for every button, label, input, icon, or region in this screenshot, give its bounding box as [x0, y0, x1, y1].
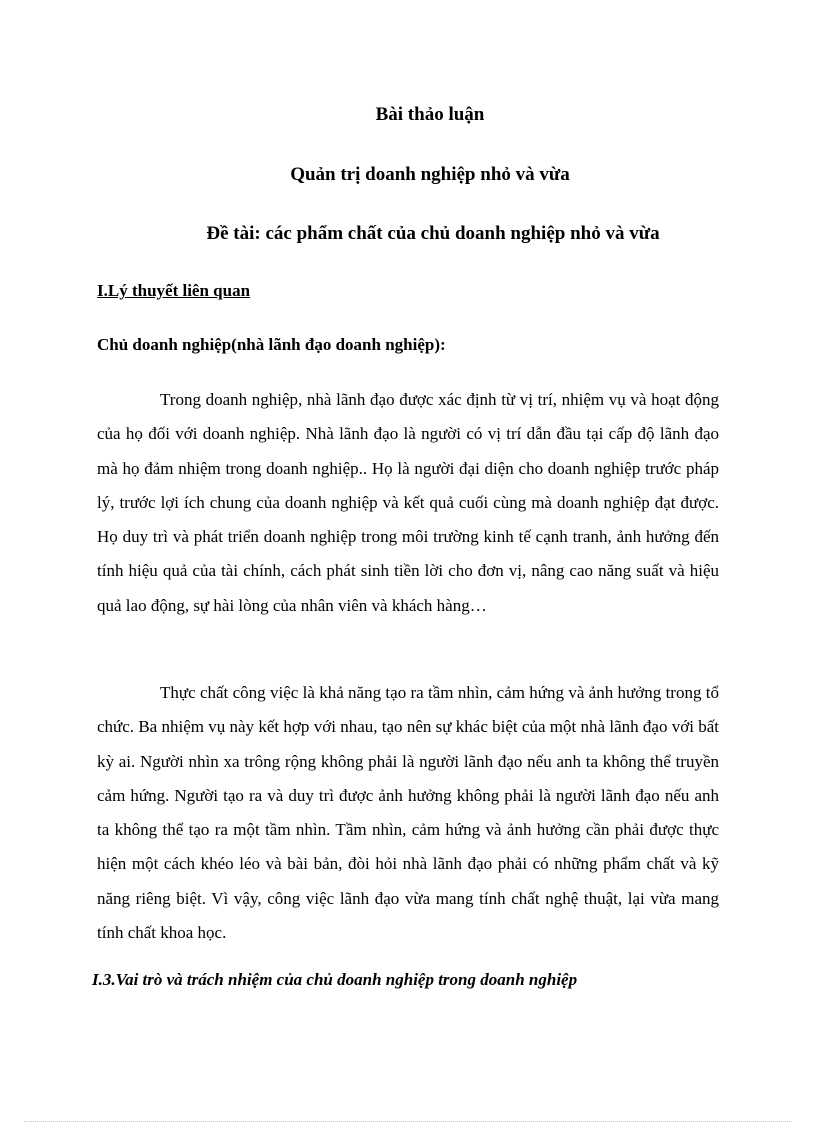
page-bottom-divider — [24, 1121, 792, 1122]
subsection-heading: Chủ doanh nghiệp(nhà lãnh đạo doanh nghiệp): — [97, 335, 446, 354]
course-title: Quản trị doanh nghiệp nhỏ và vừa — [290, 164, 570, 185]
italic-subsection-heading: I.3.Vai trò và trách nhiệm của chủ doanh nghiệp trong doanh nghiệp — [92, 970, 578, 989]
topic-title: Đề tài: các phẩm chất của chủ doanh nghiệp nhỏ và vừa — [206, 223, 660, 244]
body-paragraph-1: Trong doanh nghiệp, nhà lãnh đạo được xác định từ vị trí, nhiệm vụ và hoạt động của họ đối với doanh nghiệp. Nhà lãnh đạo là người có vị trí dẫn đầu tại cấp độ lãnh đạo mà họ đảm nhiệm trong doanh nghiệp.. Họ là người đại diện cho doanh nghiệp trước pháp lý, trước lợi ích chung của doanh nghiệp và kết quả cuối cùng mà doanh nghiệp đạt được. Họ duy trì và phát triển doanh nghiệp trong môi trường kinh tế cạnh tranh, ảnh hưởng đến tính hiệu quả của tài chính, cách phát sinh tiền lời cho đơn vị, nâng cao năng suất và hiệu quả lao động, sự hài lòng của nhân viên và khách hàng… — [97, 390, 719, 615]
document-title: Bài thảo luận — [375, 104, 485, 125]
body-paragraph-2: Thực chất công việc là khả năng tạo ra tầm nhìn, cảm hứng và ảnh hưởng trong tổ chức. Ba nhiệm vụ này kết hợp với nhau, tạo nên sự khác biệt của một nhà lãnh đạo với bất kỳ ai. Người nhìn xa trông rộng không phải là người lãnh đạo nếu anh ta không thể truyền cảm hứng. Người tạo ra và duy trì được ảnh hưởng không phải là người lãnh đạo nếu anh ta không thể tạo ra một tầm nhìn. Tầm nhìn, cảm hứng và ảnh hưởng cần phải được thực hiện một cách khéo léo và bài bản, đòi hỏi nhà lãnh đạo phải có những phẩm chất và kỹ năng riêng biệt. Vì vậy, công việc lãnh đạo vừa mang tính chất nghệ thuật, lại vừa mang tính chất khoa học. — [97, 683, 719, 943]
section-heading: I.Lý thuyết liên quan — [97, 281, 251, 300]
